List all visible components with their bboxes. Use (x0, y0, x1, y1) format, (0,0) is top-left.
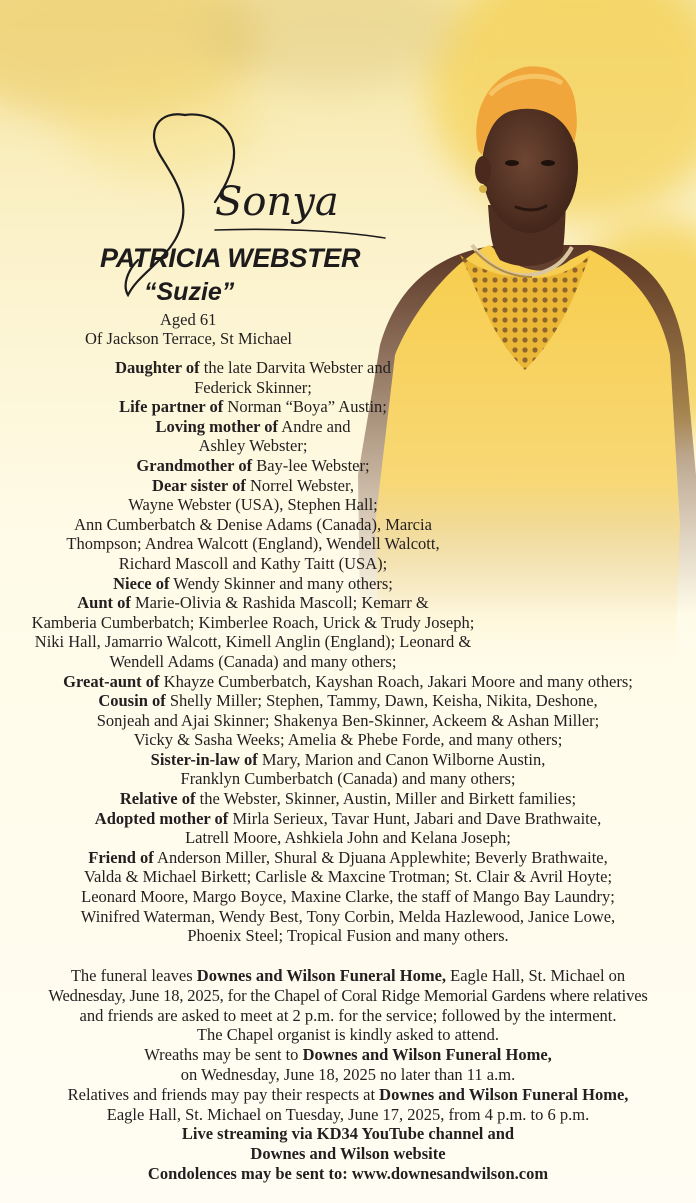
relation-line (16, 495, 680, 515)
funeral-line: Wednesday, June 18, 2025, for the Chapel of Coral Ridge Memorial Gardens where relatives (48, 985, 648, 1005)
condolences-line: Condolences may be sent to: www.downesandwilson.com (147, 1163, 549, 1183)
relation-line (16, 711, 680, 731)
relation-text: Thompson; Andrea Walcott (England), Wendell Walcott, (66, 534, 440, 554)
relation-line (16, 574, 680, 594)
relation-text: Kamberia Cumberbatch; Kimberlee Roach, Urick & Trudy Joseph; (31, 612, 475, 632)
relation-text: Andre and (278, 416, 351, 436)
relation-text: Federick Skinner; (194, 377, 312, 397)
funeral-line: The funeral leaves Downes and Wilson Funeral Home, Eagle Hall, St. Michael on (70, 966, 626, 985)
relation-label: Daughter of (115, 358, 200, 377)
relation-line (16, 652, 680, 672)
relation-text: Franklyn Cumberbatch (Canada) and many others; (180, 769, 516, 789)
relation-line (16, 769, 680, 789)
relation-label: Cousin of (98, 691, 166, 711)
relation-text: Norrel Webster, (245, 475, 354, 495)
relation-label: Dear sister of (152, 475, 246, 495)
nickname: “Suzie” (144, 278, 235, 306)
relation-text: Wendell Adams (Canada) and many others; (109, 651, 397, 671)
relation-line (16, 358, 680, 378)
live-stream-line: Live streaming via KD34 YouTube channel and (181, 1124, 515, 1144)
relation-text: Sonjeah and Ajai Skinner; Shakenya Ben-Skinner, Ackeem & Ashan Miller; (96, 710, 600, 730)
relation-line (16, 456, 680, 476)
wreaths-line: on Wednesday, June 18, 2025 no later than 11 a.m. (180, 1064, 516, 1084)
relation-label: Sister-in-law of (150, 749, 258, 769)
relation-text: Khayze Cumberbatch, Kayshan Roach, Jakari Moore and many others; (159, 671, 633, 691)
relation-label: Great-aunt of (63, 671, 160, 691)
relation-text: Ashley Webster; (198, 436, 308, 456)
relation-text: Wayne Webster (USA), Stephen Hall; (128, 495, 378, 515)
relation-text: Latrell Moore, Ashkiela John and Kelana Joseph; (185, 828, 511, 848)
relation-line (16, 613, 680, 633)
relation-line (16, 554, 680, 574)
relation-label: Adopted mother of (94, 808, 229, 828)
relation-line (16, 397, 680, 417)
script-name-text: Sonya (215, 179, 339, 225)
relation-label: Grandmother of (136, 455, 253, 475)
relation-text: Norman “Boya” Austin; (223, 397, 387, 417)
funeral-line: The Chapel organist is kindly asked to attend. (196, 1025, 500, 1045)
relation-line (16, 632, 680, 652)
relation-line (16, 848, 680, 868)
relation-line (16, 907, 680, 927)
relation-text: Ann Cumberbatch & Denise Adams (Canada), Marcia (74, 514, 432, 534)
relation-label: Niece of (113, 573, 170, 593)
relation-line (16, 378, 680, 398)
funeral-details (8, 966, 688, 1184)
relation-text: Mary, Marion and Canon Wilborne Austin, (257, 749, 546, 769)
relation-label: Loving mother of (155, 416, 279, 436)
relation-label: Relative of (119, 789, 196, 809)
relation-text: Mirla Serieux, Tavar Hunt, Jabari and Dave Brathwaite, (228, 808, 602, 828)
relation-text: the Webster, Skinner, Austin, Miller and Birkett families; (195, 789, 577, 809)
age: Aged 61 (160, 310, 217, 329)
relation-text: Vicky & Sasha Weeks; Amelia & Phebe Forde, and many others; (133, 730, 563, 750)
relation-line (16, 789, 680, 809)
relation-line (16, 926, 680, 946)
relation-line (16, 828, 680, 848)
relation-line (16, 593, 680, 613)
relation-text: Winifred Waterman, Wendy Best, Tony Corbin, Melda Hazlewood, Janice Lowe, (80, 906, 616, 926)
relation-text: Bay-lee Webster; (252, 455, 370, 475)
relation-line (16, 730, 680, 750)
name-heading (0, 0, 696, 348)
relation-text: Leonard Moore, Margo Boyce, Maxine Clarke, the staff of Mango Bay Laundry; (81, 887, 615, 907)
viewing-line: Eagle Hall, St. Michael on Tuesday, June 17, 2025, from 4 p.m. to 6 p.m. (106, 1104, 590, 1124)
relation-text: Niki Hall, Jamarrio Walcott, Kimell Anglin (England); Leonard & (34, 632, 472, 652)
relation-label: Friend of (88, 847, 154, 867)
relation-line (16, 809, 680, 829)
relation-text: the late Darvita Webster and (199, 358, 391, 377)
relation-line (16, 476, 680, 496)
relation-line (16, 436, 680, 456)
relation-label: Life partner of (119, 397, 224, 417)
relation-label: Aunt of (77, 593, 131, 613)
relation-line (16, 417, 680, 437)
relation-text: Wendy Skinner and many others; (169, 573, 393, 593)
relation-text: Anderson Miller, Shural & Djuana Applewhite; Beverly Brathwaite, (153, 847, 608, 867)
relation-line (16, 534, 680, 554)
relation-line (16, 867, 680, 887)
funeral-line: and friends are asked to meet at 2 p.m. for the service; followed by the interment. (79, 1005, 617, 1025)
relation-line (16, 887, 680, 907)
relation-text: Phoenix Steel; Tropical Fusion and many others. (187, 926, 509, 946)
live-stream-line: Downes and Wilson website (250, 1144, 446, 1164)
relation-text: Marie-Olivia & Rashida Mascoll; Kemarr & (130, 593, 429, 613)
viewing-line: Relatives and friends may pay their respects at Downes and Wilson Funeral Home, (67, 1084, 629, 1104)
relation-text: Valda & Michael Birkett; Carlisle & Maxcine Trotman; St. Clair & Avril Hoyte; (83, 867, 613, 887)
relation-text: Richard Mascoll and Kathy Taitt (USA); (118, 553, 388, 573)
relation-line (16, 750, 680, 770)
relation-line (16, 691, 680, 711)
family-relations-list (16, 358, 680, 946)
relation-line (16, 672, 680, 692)
full-name: PATRICIA WEBSTER (100, 243, 361, 273)
relation-line (16, 515, 680, 535)
relation-text: Shelly Miller; Stephen, Tammy, Dawn, Keisha, Nikita, Deshone, (165, 691, 598, 711)
residence: Of Jackson Terrace, St Michael (85, 329, 293, 348)
wreaths-line: Wreaths may be sent to Downes and Wilson Funeral Home, (144, 1045, 552, 1065)
